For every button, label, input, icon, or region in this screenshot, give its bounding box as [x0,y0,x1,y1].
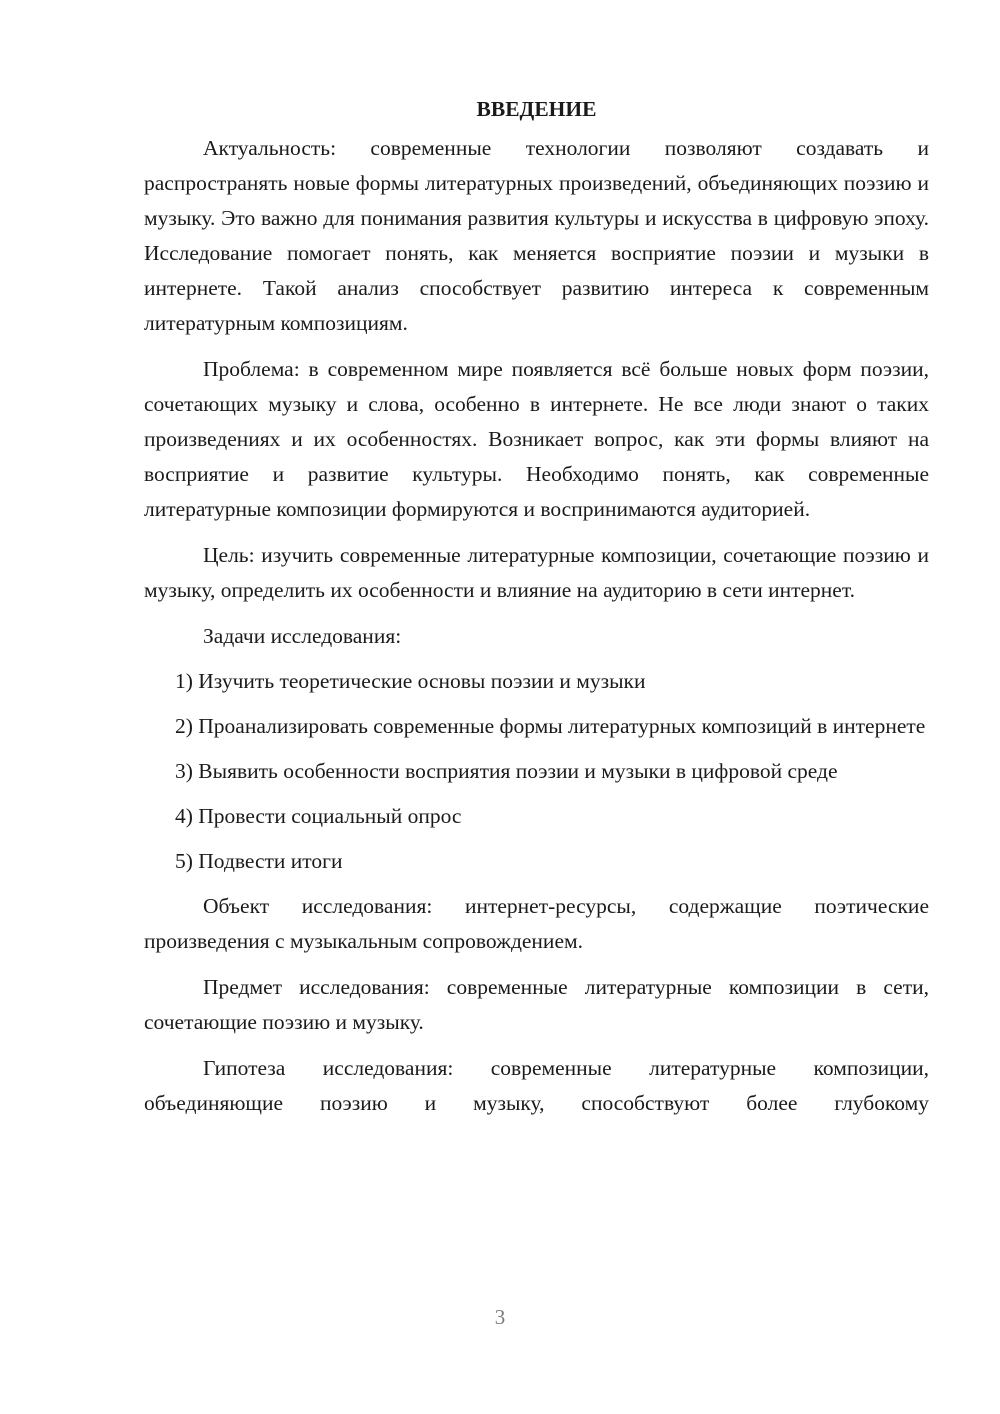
task-item: 3) Выявить особенности восприятия поэзии и музыки в цифровой среде [175,759,838,783]
section-title: ВВЕДЕНИЕ [476,97,597,121]
task-item: 4) Провести социальный опрос [175,804,462,828]
paragraph-subject: Предмет исследования: современные литературные композиции в сети, сочетающие поэзию и музыку. [144,975,929,1034]
document-page [144,92,929,1121]
task-item: 1) Изучить теоретические основы поэзии и музыки [175,669,646,693]
paragraph-goal: Цель: изучить современные литературные композиции, сочетающие поэзию и музыку, определить их особенности и влияние на аудиторию в сети интернет. [144,543,929,602]
paragraph-object: Объект исследования: интернет-ресурсы, содержащие поэтические произведения с музыкальным сопровождением. [144,894,929,953]
paragraph-relevance: Актуальность: современные технологии позволяют создавать и распространять новые формы литературных произведений, объединяющих поэзию и музыку. Это важно для понимания развития культуры и искусства в цифровую эпоху. Исследование помогает понять, как меняется восприятие поэзии и музыки в интернете. Такой анализ способствует развитию интереса к современным литературным композициям. [144,136,929,335]
page-number: 3 [494,1305,506,1329]
task-item: 2) Проанализировать современные формы литературных композиций в интернете [175,714,926,738]
tasks-heading: Задачи исследования: [203,624,402,648]
paragraph-hypothesis: Гипотеза исследования: современные литературные композиции, объединяющие поэзию и музыку, способствуют более глубокому [144,1056,929,1115]
paragraph-problem: Проблема: в современном мире появляется всё больше новых форм поэзии, сочетающих музыку и слова, особенно в интернете. Не все люди знают о таких произведениях и их особенностях. Возникает вопрос, как эти формы влияют на восприятие и развитие культуры. Необходимо понять, как современные литературные композиции формируются и воспринимаются аудиторией. [144,357,929,521]
task-item: 5) Подвести итоги [175,849,343,873]
